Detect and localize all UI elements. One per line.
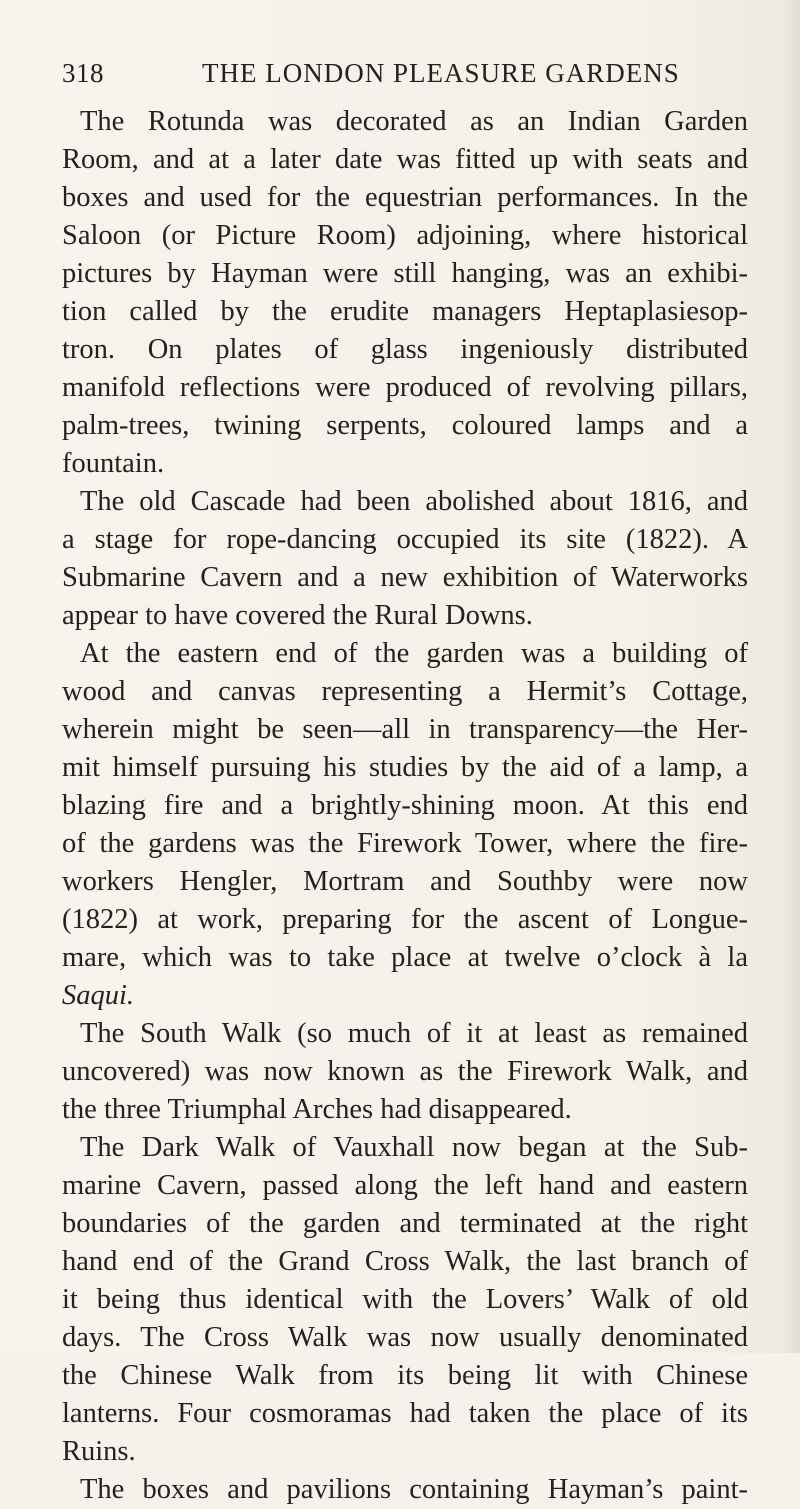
text-line: lanterns. Four cosmoramas had taken the place of its xyxy=(62,1398,748,1429)
text-line: The old Cascade had been abolished about 1816, and xyxy=(80,486,748,517)
running-title: THE LONDON PLEASURE GARDENS xyxy=(202,58,680,88)
running-head xyxy=(62,58,682,98)
text-line: The boxes and pavilions containing Hayman’s paint- xyxy=(80,1474,748,1505)
text-line: mare, which was to take place at twelve o’clock à la xyxy=(62,942,748,973)
text-line: appear to have covered the Rural Downs. xyxy=(62,600,533,631)
text-line: of the gardens was the Firework Tower, where the fire- xyxy=(62,828,748,859)
text-line: Submarine Cavern and a new exhibition of Waterworks xyxy=(62,562,748,593)
text-line: it being thus identical with the Lovers’ Walk of old xyxy=(62,1284,748,1315)
text-line: Saqui. xyxy=(62,980,135,1011)
text-line: wood and canvas representing a Hermit’s Cottage, xyxy=(62,676,748,707)
paragraph-south-walk xyxy=(62,1015,748,1129)
text-line: The South Walk (so much of it at least as remained xyxy=(80,1018,748,1049)
text-line: (1822) at work, preparing for the ascent of Longue- xyxy=(62,904,748,935)
body-text xyxy=(62,103,748,1509)
text-line: mit himself pursuing his studies by the aid of a lamp, a xyxy=(62,752,748,783)
text-line: hand end of the Grand Cross Walk, the last branch of xyxy=(62,1246,748,1277)
text-line: The Dark Walk of Vauxhall now began at the Sub- xyxy=(80,1132,748,1163)
text-line: fountain. xyxy=(62,448,165,479)
text-line: At the eastern end of the garden was a building of xyxy=(80,638,748,669)
text-line: boxes and used for the equestrian performances. In the xyxy=(62,182,748,213)
text-line: The Rotunda was decorated as an Indian Garden xyxy=(80,106,748,137)
text-line: Room, and at a later date was fitted up with seats and xyxy=(62,144,748,175)
text-line: tion called by the erudite managers Heptaplasiesop- xyxy=(62,296,748,327)
paragraph-boxes-pavilions xyxy=(62,1471,748,1509)
text-line: marine Cavern, passed along the left hand and eastern xyxy=(62,1170,748,1201)
page-edge-shadow xyxy=(782,0,800,1353)
text-line: the Chinese Walk from its being lit with Chinese xyxy=(62,1360,748,1391)
text-line: wherein might be seen—all in transparency—the Her- xyxy=(62,714,748,745)
text-line: tron. On plates of glass ingeniously distributed xyxy=(62,334,748,365)
text-line: Ruins. xyxy=(62,1436,136,1467)
paragraph-cascade xyxy=(62,483,748,635)
paragraph-rotunda xyxy=(62,103,748,483)
text-line: blazing fire and a brightly-shining moon. At this end xyxy=(62,790,748,821)
paragraph-hermits-cottage xyxy=(62,635,748,1015)
text-line: manifold reflections were produced of revolving pillars, xyxy=(62,372,748,403)
text-line: workers Hengler, Mortram and Southby were now xyxy=(62,866,748,897)
text-line: a stage for rope-dancing occupied its site (1822). A xyxy=(62,524,748,555)
text-line: the three Triumphal Arches had disappeared. xyxy=(62,1094,572,1125)
text-line: boundaries of the garden and terminated at the right xyxy=(62,1208,748,1239)
text-line: pictures by Hayman were still hanging, was an exhibi- xyxy=(62,258,748,289)
paragraph-dark-walk xyxy=(62,1129,748,1471)
text-line: palm-trees, twining serpents, coloured lamps and a xyxy=(62,410,748,441)
text-line: uncovered) was now known as the Firework Walk, and xyxy=(62,1056,748,1087)
text-line: days. The Cross Walk was now usually denominated xyxy=(62,1322,748,1353)
text-line: Saloon (or Picture Room) adjoining, where historical xyxy=(62,220,748,251)
page-number: 318 xyxy=(62,58,104,88)
